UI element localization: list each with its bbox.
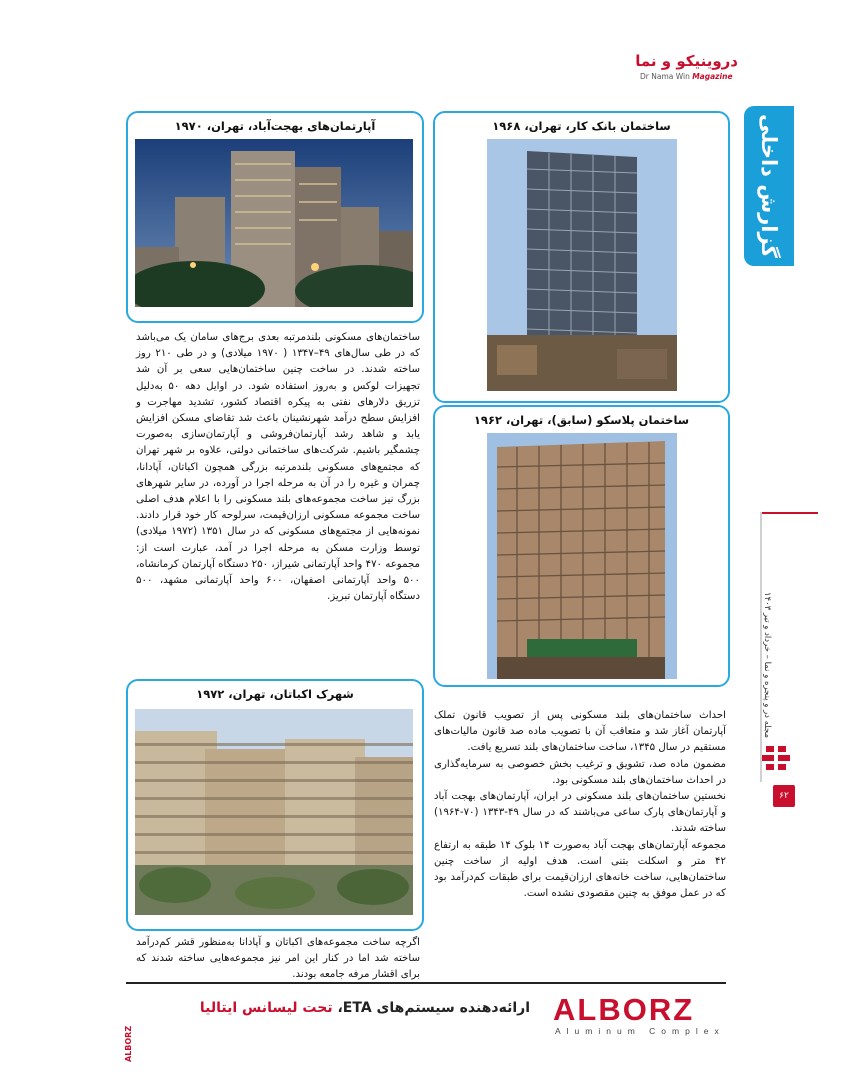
left-bottom-paragraph: اگرچه ساخت مجموعه‌های اکباتان و آپادانا به‌منظور قشر کم‌درآمد ساخته شد اما در کنار این امر نیز مجموعه‌هایی ساخته شدند که برای اقشار مرفه جامعه بودند. [136, 937, 420, 981]
footer-rule [126, 982, 726, 984]
tagline-brand: ETA، [337, 1000, 372, 1016]
photo-box-bank-kar [433, 111, 730, 403]
photo-behjatabad [135, 139, 413, 307]
logo-subtitle: Dr Nama Win Magazine [640, 72, 733, 81]
section-tab-label: گزارش داخلی [757, 114, 781, 258]
right-column-text [434, 708, 726, 902]
footer-vertical-brand: ALBORZ [124, 1025, 133, 1062]
photo-box-ekbatan [126, 679, 424, 931]
photo-bank-kar [487, 139, 677, 391]
photo-caption: آپارتمان‌های بهجت‌آباد، تهران، ۱۹۷۰ [174, 119, 376, 133]
photo-ekbatan [135, 709, 413, 915]
photo-box-behjatabad [126, 111, 424, 323]
issue-info: مجله در و پنجره و نما – خرداد و تیر ۱۴۰۳ [762, 591, 772, 738]
alborz-logo [553, 992, 731, 1042]
section-tab [744, 106, 794, 266]
alborz-wordmark: ALBORZ [553, 992, 695, 1027]
left-column-text [136, 330, 420, 605]
left-bottom-text [136, 935, 420, 984]
photo-caption: ساختمان پلاسکو (سابق)، تهران، ۱۹۶۲ [473, 413, 690, 427]
stack-icon [762, 744, 790, 774]
page-number: ۶۲ [773, 785, 795, 807]
left-paragraph: ساختمان‌های مسکونی بلندمرتبه بعدی برج‌های سامان یک می‌باشد که در طی سال‌های ۴۹–۱۳۴۷ ( ۱۹۷۰ میلادی) و در طی ۲۱۰ روز ساخته شدند. در ساخت چنین ساختمان‌هایی سعی بر آن شد تجهیزات لوکس و به‌روز استفاده شود. در اوایل دهه ۵۰ به‌دلیل تزریق دلارهای نفتی به پیکره اقتصاد کشور، تشدید مهاجرت و افزایش سطح درآمد شهرنشینان باعث شد تقاضای مسکن افزایش یابد و شاهد رشد آپارتمان‌فروشی و آپارتمان‌سازی به‌صورت چشمگیر باشیم. شرکت‌های ساختمانی دولتی، علاوه بر شهر تهران که مجتمع‌های مسکونی بلندمرتبه بزرگی همچون اکباتان، آپادانا، چمران و غیره را در آن به مرحله اجرا در آورده، در سایر شهرهای بزرگ نیز ساخت مجموعه‌های بلند مسکونی را با اعلام هدف اصلی ساخت مجموعه مسکونی ارزان‌قیمت، سرلوحه کار خود قرار دادند. نمونه‌هایی از مجتمع‌های مسکونی که در سال ۱۳۵۱ (۱۹۷۲ میلادی) توسط وزارت مسکن به مرحله اجرا در آمد، عبارت است از: مجموعه ۴۷۰ واحد آپارتمانی شیراز، ۲۵۰ دستگاه آپارتمان کرمانشاه، ۵۰۰ واحد آپارتمانی اصفهان، ۶۰۰ واحد آپارتمانی مشهد، ۵۰۰ دستگاه آپارتمان تبریز. [136, 332, 421, 603]
tagline-prefix: ارائه‌دهنده سیستم‌های [376, 1000, 530, 1016]
right-paragraph-4: مجموعه آپارتمان‌های بهجت آباد به‌صورت ۱۴ بلوک ۱۴ طبقه به ارتفاع ۴۲ متر و اسکلت بتنی است. هدف اولیه از ساخت چنین ساختمان‌هایی، ساخت خانه‌های ارزان‌قیمت برای طبقات کم‌درآمد بود که در عمل موفق به چنین مقصودی نشده است. [434, 839, 726, 900]
photo-plasco [487, 433, 677, 679]
magazine-logo [635, 52, 738, 86]
alborz-subtitle: Aluminum Complex [555, 1026, 725, 1036]
right-paragraph-1: احداث ساختمان‌های بلند مسکونی پس از تصویب قانون تملک آپارتمان آغاز شد و متعاقب آن با تصویب ماده صد قانون مالیات‌های مستقیم در سال ۱۳۴۵، ساخت ساختمان‌های بلند تسریع یافت. [434, 710, 726, 754]
logo-title: دروینیکو و نما [635, 52, 738, 70]
photo-caption: شهرک اکباتان، تهران، ۱۹۷۲ [196, 687, 354, 701]
footer-tagline [150, 1000, 530, 1016]
tagline-suffix: تحت لیسانس ایتالیا [199, 1000, 333, 1016]
right-paragraph-2: مضمون ماده صد، تشویق و ترغیب بخش خصوصی به سرمایه‌گذاری در احداث ساختمان‌های بلند مسکونی بود. [434, 758, 726, 786]
side-accent-line [762, 512, 818, 514]
photo-caption: ساختمان بانک کار، تهران، ۱۹۶۸ [492, 119, 671, 133]
right-paragraph-3: نخستین ساختمان‌های بلند مسکونی در ایران، آپارتمان‌های بهجت آباد و آپارتمان‌های پارک ساعی می‌باشند که در سال ۴۹-۱۳۴۳ (۷۰-۱۹۶۴) ساخته شدند. [434, 791, 726, 835]
photo-box-plasco [433, 405, 730, 687]
